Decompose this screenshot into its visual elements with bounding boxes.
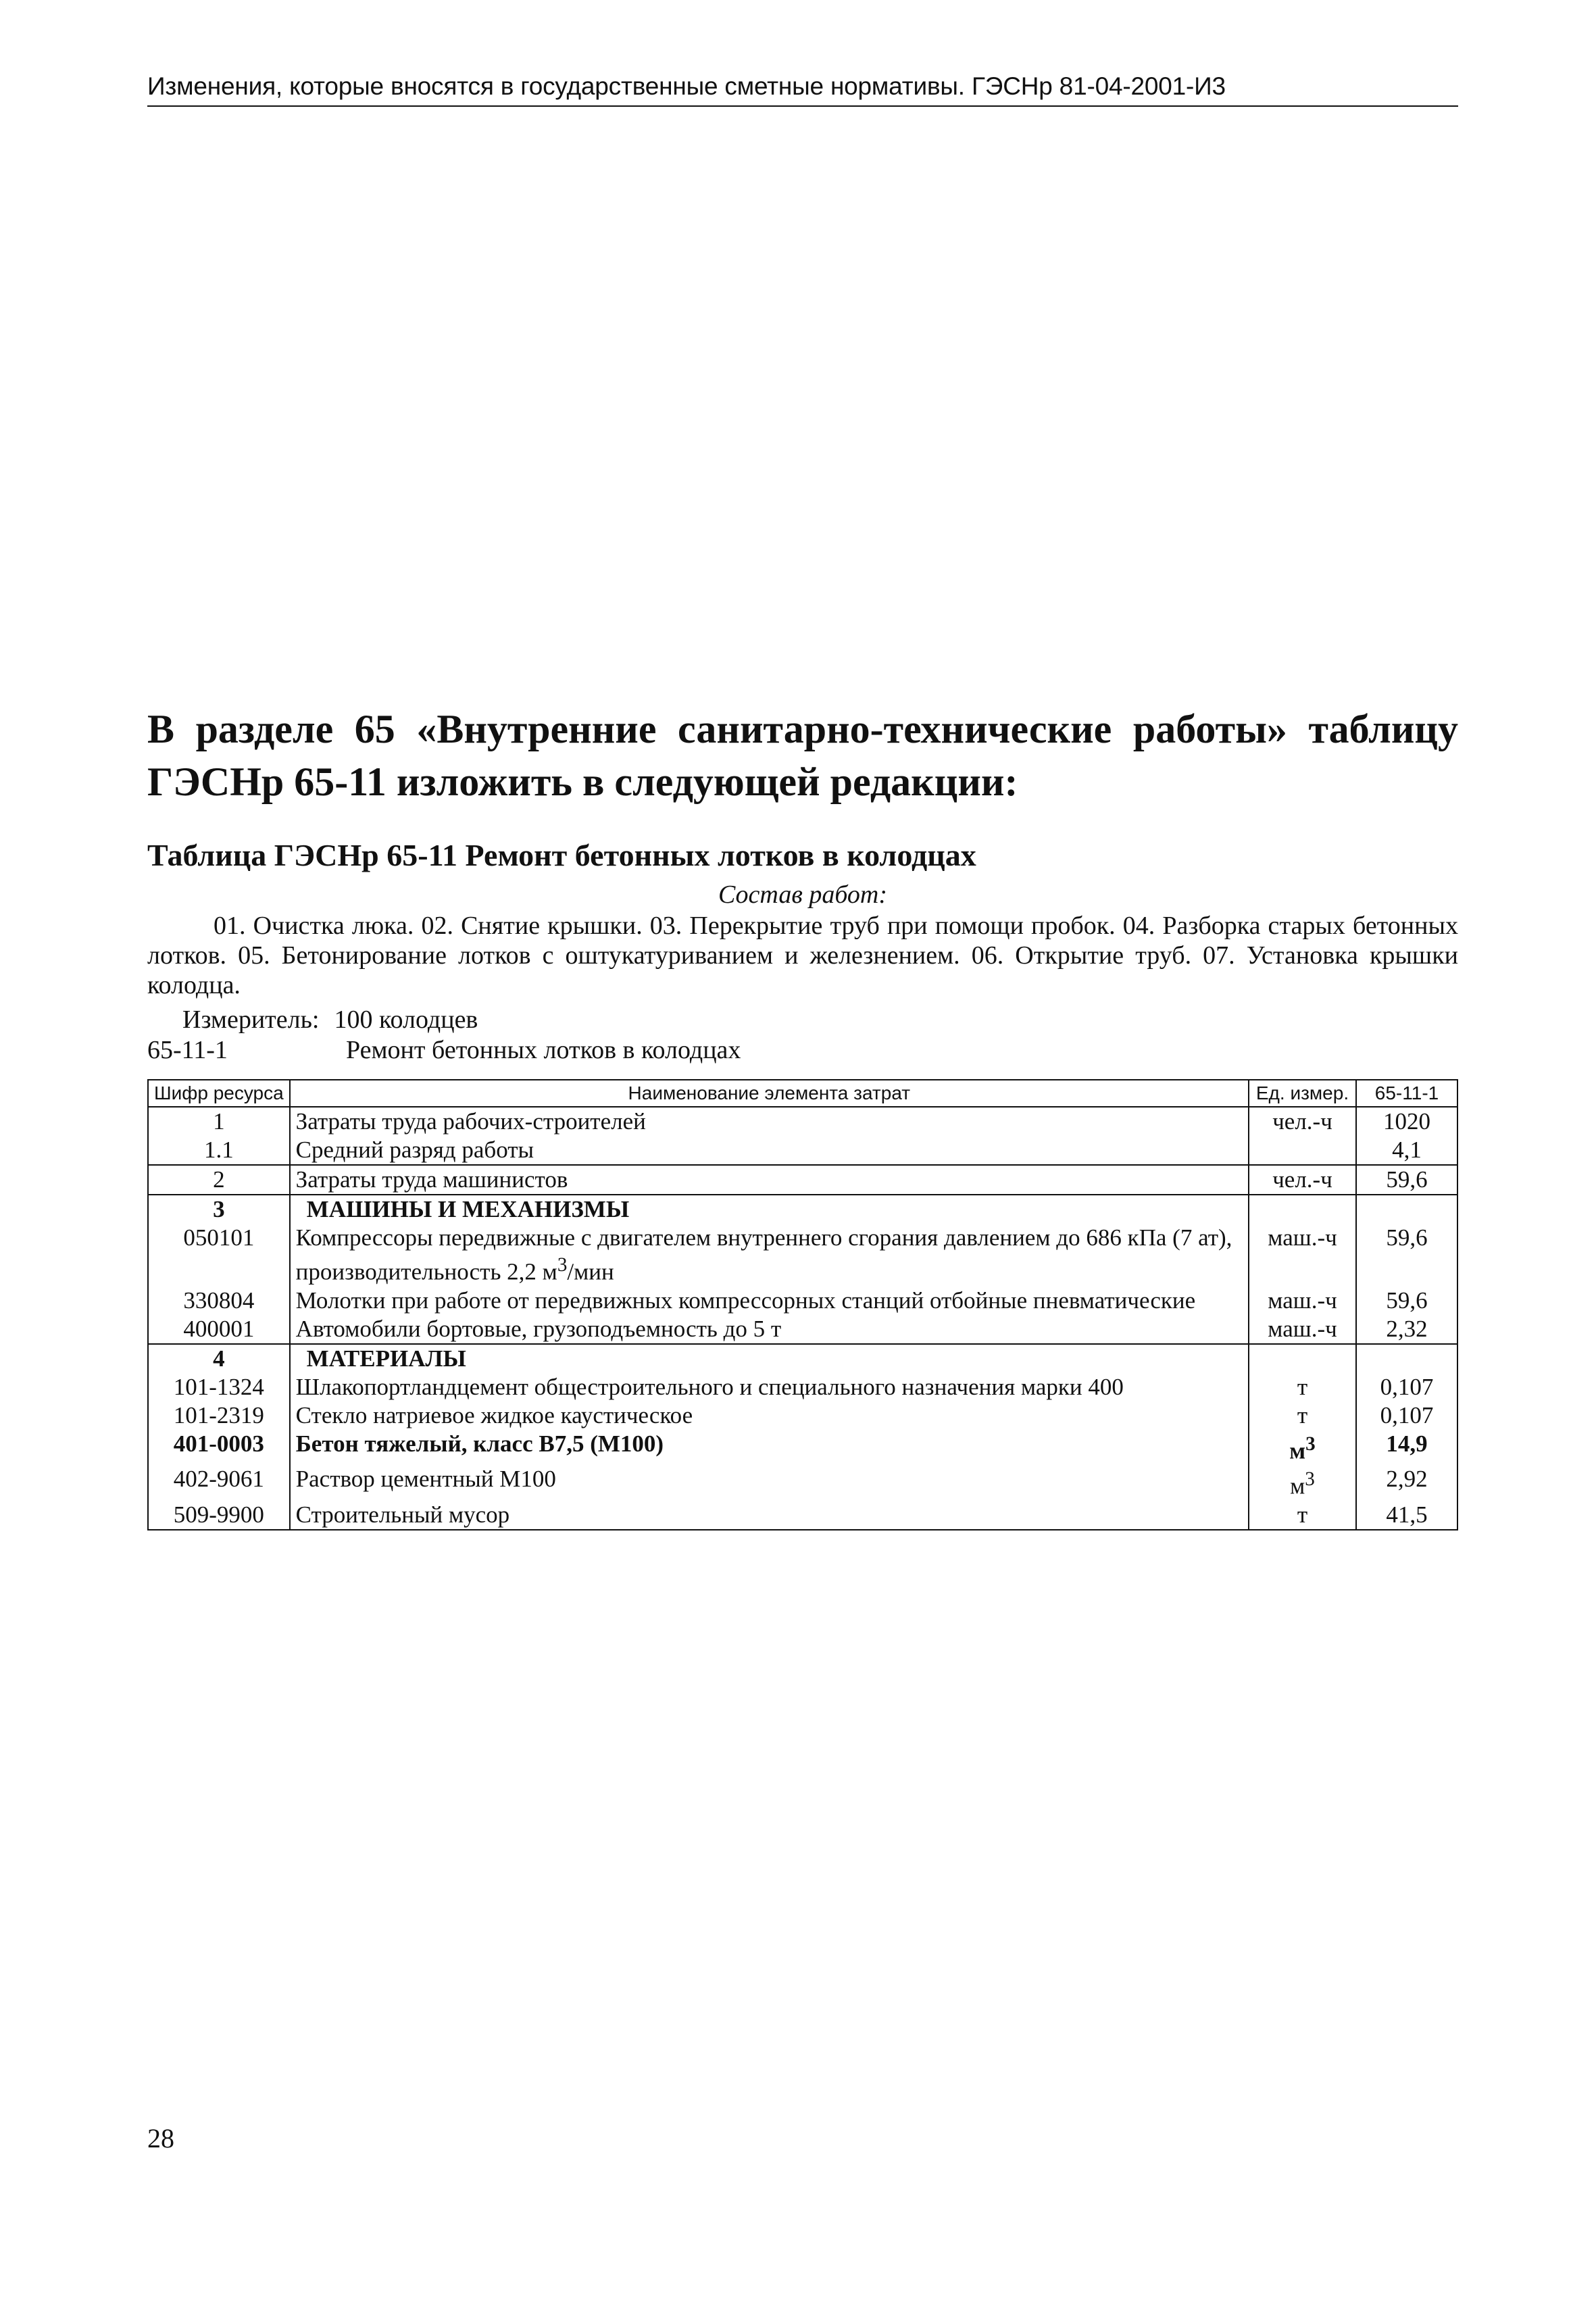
resource-name: Молотки при работе от передвижных компрессорных станций отбойные пневматические	[290, 1287, 1249, 1315]
resource-name: Раствор цементный М100	[290, 1465, 1249, 1501]
resource-code: 1.1	[148, 1136, 290, 1165]
table-row	[148, 1401, 1457, 1430]
resource-value	[1356, 1344, 1457, 1373]
resource-value: 2,92	[1356, 1465, 1457, 1501]
resource-code: 101-1324	[148, 1373, 290, 1401]
header-unit: Ед. измер.	[1249, 1080, 1356, 1107]
table-title: Таблица ГЭСНр 65-11 Ремонт бетонных лотков в колодцах	[147, 838, 976, 872]
resource-unit	[1249, 1430, 1356, 1466]
resource-value: 41,5	[1356, 1501, 1457, 1530]
norm-line	[147, 1034, 741, 1066]
table-group-row	[148, 1195, 1457, 1224]
norm-name: Ремонт бетонных лотков в колодцах	[346, 1036, 741, 1064]
resource-unit	[1249, 1195, 1356, 1224]
resource-name: Строительный мусор	[290, 1501, 1249, 1530]
resource-value: 59,6	[1356, 1287, 1457, 1315]
group-code: 4	[148, 1344, 290, 1373]
page-number: 28	[147, 2123, 174, 2154]
measurement-unit-label: Измеритель:	[182, 1005, 320, 1034]
unit-text: м	[1290, 1472, 1305, 1499]
resource-name: Затраты труда машинистов	[290, 1165, 1249, 1195]
resource-name	[290, 1224, 1249, 1287]
resource-value: 2,32	[1356, 1315, 1457, 1344]
group-name: МАШИНЫ И МЕХАНИЗМЫ	[290, 1195, 1249, 1224]
resource-unit	[1249, 1465, 1356, 1501]
resource-code: 509-9900	[148, 1501, 290, 1530]
resource-code: 401-0003	[148, 1430, 290, 1466]
resource-name: Стекло натриевое жидкое каустическое	[290, 1401, 1249, 1430]
table-row	[148, 1501, 1457, 1530]
table-row	[148, 1165, 1457, 1195]
resource-unit: маш.-ч	[1249, 1287, 1356, 1315]
resource-value: 14,9	[1356, 1430, 1457, 1466]
resource-unit	[1249, 1136, 1356, 1165]
table-group-row	[148, 1344, 1457, 1373]
group-code: 3	[148, 1195, 290, 1224]
unit-text: м	[1289, 1437, 1306, 1464]
resource-name: Средний разряд работы	[290, 1136, 1249, 1165]
resource-name: Шлакопортландцемент общестроительного и специального назначения марки 400	[290, 1373, 1249, 1401]
table-row	[148, 1465, 1457, 1501]
group-name: МАТЕРИАЛЫ	[290, 1344, 1249, 1373]
resource-code: 330804	[148, 1287, 290, 1315]
resource-value: 0,107	[1356, 1401, 1457, 1430]
resource-code: 400001	[148, 1315, 290, 1344]
resource-name: Бетон тяжелый, класс В7,5 (М100)	[290, 1430, 1249, 1466]
table-header-row	[148, 1080, 1457, 1107]
resource-code: 1	[148, 1107, 290, 1136]
resource-unit: чел.-ч	[1249, 1107, 1356, 1136]
resource-code: 402-9061	[148, 1465, 290, 1501]
resource-code: 2	[148, 1165, 290, 1195]
table-row	[148, 1107, 1457, 1136]
table-row	[148, 1430, 1457, 1466]
running-header: Изменения, которые вносятся в государственные сметные нормативы. ГЭСНр 81-04-2001-И3	[147, 70, 1458, 107]
table-row	[148, 1224, 1457, 1287]
header-norm-value: 65-11-1	[1356, 1080, 1457, 1107]
resource-code: 050101	[148, 1224, 290, 1287]
measurement-unit-value: 100 колодцев	[334, 1005, 478, 1034]
table-row	[148, 1136, 1457, 1165]
resource-unit: т	[1249, 1401, 1356, 1430]
superscript: 3	[1305, 1468, 1315, 1491]
header-resource-code: Шифр ресурса	[148, 1080, 290, 1107]
resource-name-text: /мин	[567, 1258, 614, 1285]
resource-unit: маш.-ч	[1249, 1315, 1356, 1344]
measurement-unit-line	[182, 1003, 478, 1036]
resource-unit: т	[1249, 1373, 1356, 1401]
resource-value: 59,6	[1356, 1224, 1457, 1287]
section-heading: В разделе 65 «Внутренние санитарно-технические работы» таблицу ГЭСНр 65-11 изложить в следующей редакции:	[147, 707, 1458, 804]
resource-value	[1356, 1195, 1457, 1224]
table-row	[148, 1373, 1457, 1401]
superscript: 3	[557, 1254, 568, 1276]
resource-name: Затраты труда рабочих-строителей	[290, 1107, 1249, 1136]
resource-value: 0,107	[1356, 1373, 1457, 1401]
header-cost-element: Наименование элемента затрат	[290, 1080, 1249, 1107]
resource-value: 4,1	[1356, 1136, 1457, 1165]
table-row	[148, 1287, 1457, 1315]
resource-table	[147, 1079, 1458, 1530]
norm-code: 65-11-1	[147, 1036, 228, 1064]
superscript: 3	[1305, 1433, 1316, 1455]
resource-value: 1020	[1356, 1107, 1457, 1136]
work-composition-text: 01. Очистка люка. 02. Снятие крышки. 03. Перекрытие труб при помощи пробок. 04. Разборка старых бетонных лотков. 05. Бетонирование лотков с оштукатуриванием и железнением. 06. Открытие труб. 07. Установка крышки колодца.	[147, 912, 1458, 999]
work-composition-label: Состав работ:	[718, 880, 888, 909]
resource-name: Автомобили бортовые, грузоподъемность до 5 т	[290, 1315, 1249, 1344]
table-row	[148, 1315, 1457, 1344]
resource-code: 101-2319	[148, 1401, 290, 1430]
resource-unit: маш.-ч	[1249, 1224, 1356, 1287]
resource-unit: т	[1249, 1501, 1356, 1530]
resource-value: 59,6	[1356, 1165, 1457, 1195]
resource-unit	[1249, 1344, 1356, 1373]
resource-unit: чел.-ч	[1249, 1165, 1356, 1195]
resource-name-text: Компрессоры передвижные с двигателем внутреннего сгорания давлением до 686 кПа (7 ат), производительность 2,2 м	[295, 1224, 1232, 1285]
